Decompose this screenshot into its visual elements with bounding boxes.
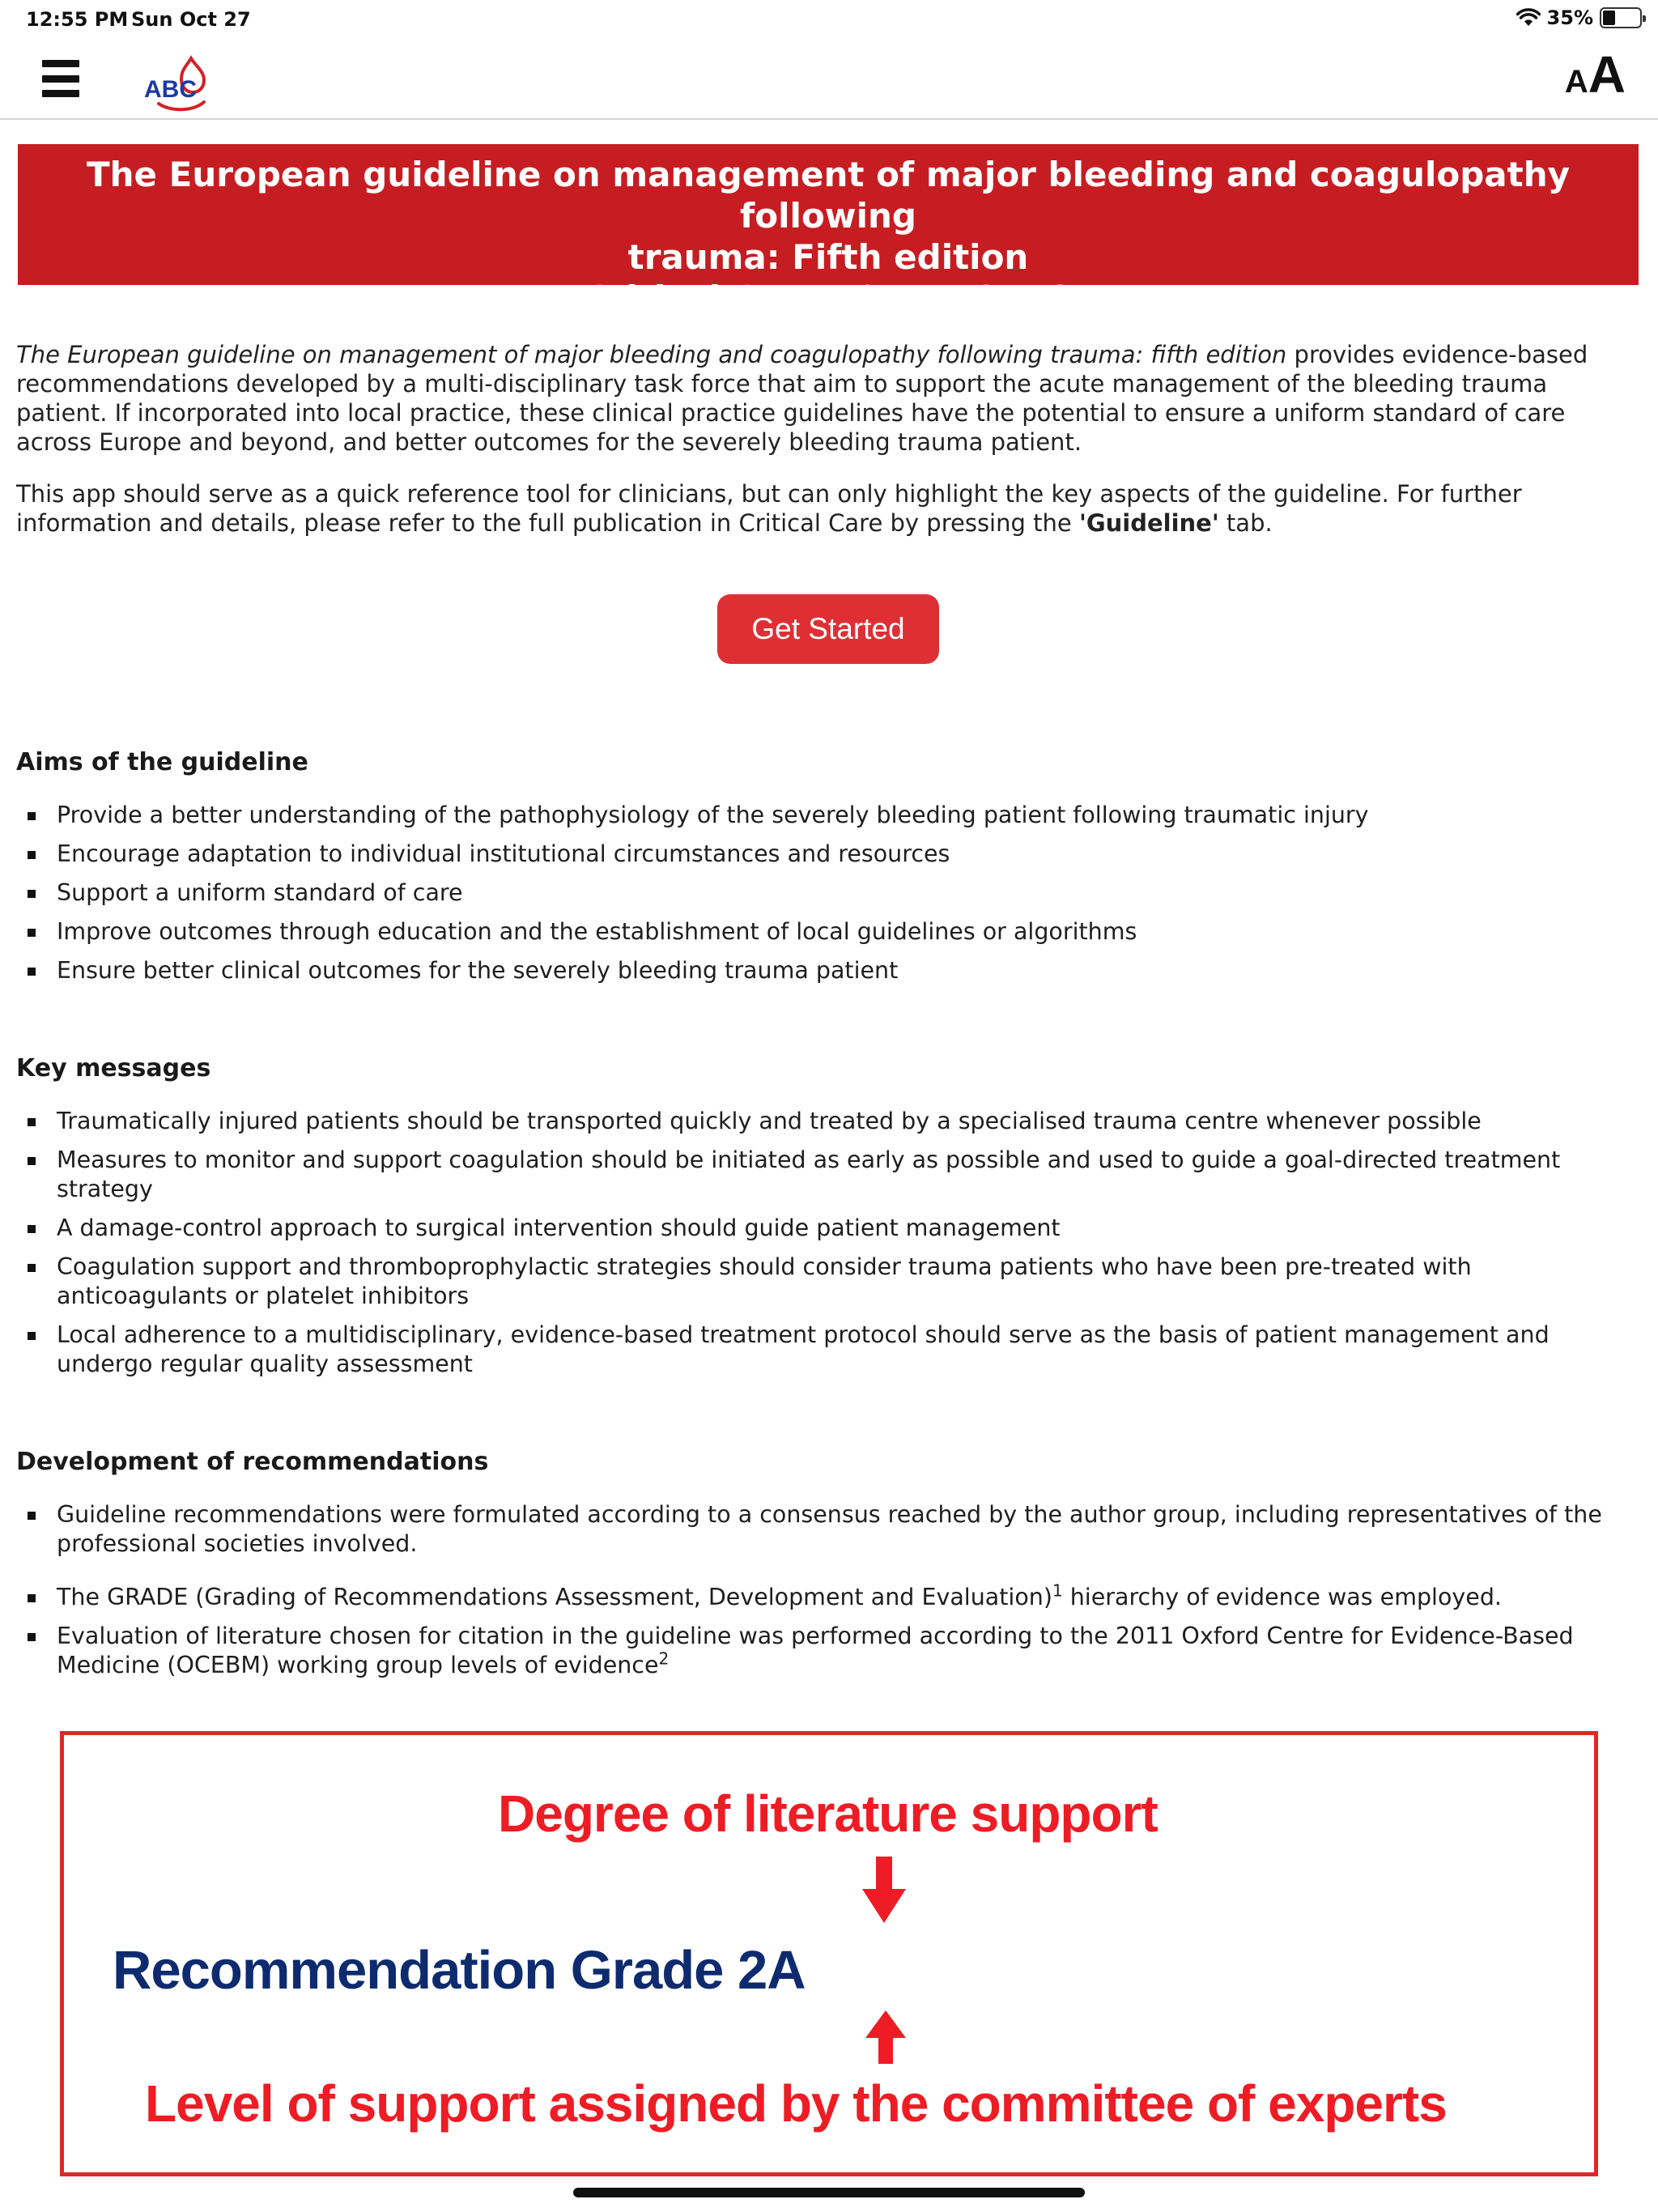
status-time: 12:55 PM	[26, 8, 129, 31]
aims-section	[16, 748, 1643, 995]
list-item: Support a uniform standard of care	[16, 878, 1643, 908]
status-date: Sun Oct 27	[131, 8, 251, 31]
list-item: Measures to monitor and support coagulation should be initiated as early as possible and used to guide a goal-directed treatment strategy	[16, 1146, 1643, 1204]
intro-text	[16, 340, 1635, 538]
intro-paragraph-1: The European guideline on management of major bleeding and coagulopathy following trauma: fifth edition provides evidence-based recommendations developed by a multi-disciplinary task force that aim to support the acute management of the bleeding trauma patient. If incorporated into local practice, these clinical practice guidelines have the potential to ensure a uniform standard of care across Europe and beyond, and better outcomes for the severely bleeding trauma patient.	[16, 341, 1588, 456]
list-item: Coagulation support and thromboprophylactic strategies should consider trauma patients who have been pre-treated with anticoagulants or platelet inhibitors	[16, 1253, 1643, 1311]
list-item: Provide a better understanding of the pathophysiology of the severely bleeding patient following traumatic injury	[16, 801, 1643, 830]
list-item: The GRADE (Grading of Recommendations Assessment, Development and Evaluation)$^1$ hierarchy of evidence was employed.	[16, 1583, 1643, 1612]
key-messages-section	[16, 1054, 1643, 1389]
abc-logo	[142, 55, 220, 112]
get-started-button[interactable]: Get Started	[717, 594, 939, 664]
recommendation-grade-diagram	[60, 1731, 1598, 2176]
home-indicator[interactable]	[573, 2188, 1085, 2197]
development-heading: Development of recommendations	[16, 1448, 489, 1476]
text-size-icon[interactable]: AA	[1564, 45, 1626, 104]
development-list	[16, 1500, 1643, 1680]
level-of-support-label: Level of support assigned by the committee of experts	[145, 2074, 1447, 2133]
battery-percent: 35%	[1546, 6, 1593, 29]
nav-bar	[0, 39, 1658, 120]
guideline-title-banner	[18, 144, 1639, 318]
status-indicators	[1516, 6, 1642, 29]
footnote-ref: 1	[1052, 1580, 1063, 1601]
degree-of-support-label: Degree of literature support	[498, 1784, 1158, 1843]
banner-title-line2: trauma: Fifth edition	[627, 237, 1029, 277]
development-section	[16, 1448, 1643, 1690]
hamburger-menu-icon[interactable]	[42, 60, 79, 97]
aims-heading: Aims of the guideline	[16, 748, 308, 776]
list-item: Local adherence to a multidisciplinary, evidence-based treatment protocol should serve as the basis of patient management and undergo regular quality assessment	[16, 1321, 1643, 1379]
list-item: Evaluation of literature chosen for citation in the guideline was performed according to the 2011 Oxford Centre for Evidence-Based Medicine (OCEBM) working group levels of evidence$^2$	[16, 1622, 1643, 1680]
list-item: Guideline recommendations were formulated according to a consensus reached by the author group, including representatives of the professional societies involved.	[16, 1500, 1643, 1559]
arrow-up-icon	[865, 2010, 906, 2064]
list-item: A damage-control approach to surgical intervention should guide patient management	[16, 1214, 1643, 1243]
list-item: Traumatically injured patients should be transported quickly and treated by a specialised trauma centre whenever possible	[16, 1107, 1643, 1136]
aims-list	[16, 801, 1643, 985]
logo-text: ABC	[144, 76, 197, 103]
banner-citation: Critical Care 2019; 23: 98	[584, 279, 1073, 318]
intro-paragraph-2: This app should serve as a quick reference tool for clinicians, but can only highlight the key aspects of the guideline. For further information and details, please refer to the full publication in Critical Care by pressing the 'Guideline' tab.	[16, 480, 1522, 537]
wifi-icon	[1516, 8, 1541, 28]
key-messages-heading: Key messages	[16, 1054, 211, 1083]
key-messages-list	[16, 1107, 1643, 1379]
arrow-down-icon	[862, 1857, 906, 1923]
banner-title-line1: The European guideline on management of major bleeding and coagulopathy following	[87, 155, 1570, 236]
list-item: Improve outcomes through education and the establishment of local guidelines or algorithms	[16, 917, 1643, 946]
list-item: Encourage adaptation to individual institutional circumstances and resources	[16, 840, 1643, 869]
battery-icon	[1600, 7, 1642, 28]
list-item: Ensure better clinical outcomes for the severely bleeding trauma patient	[16, 956, 1643, 985]
status-bar	[0, 0, 1658, 39]
footnote-ref: 2	[658, 1648, 670, 1669]
recommendation-grade-label: Recommendation Grade 2A	[113, 1940, 806, 2001]
